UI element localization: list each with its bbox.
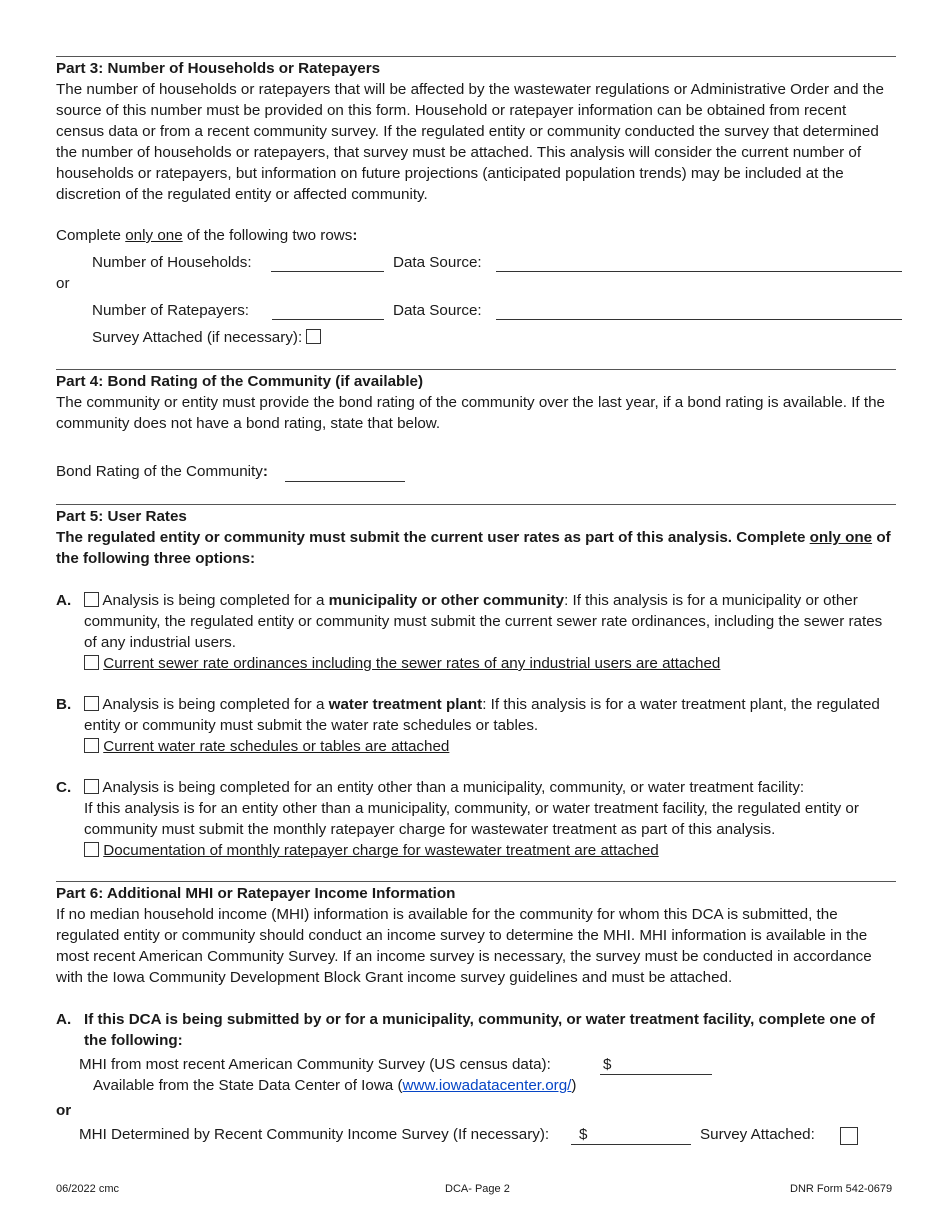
option-b-attach-label: Current water rate schedules or tables are attached [103,738,450,755]
option-a-body [84,590,896,674]
survey-attached-checkbox-2[interactable] [840,1127,858,1145]
footer-form-number: DNR Form 542-0679 [790,1183,893,1195]
instruction-emphasis: only one [125,227,183,244]
data-source-label-1: Data Source: [393,254,482,271]
option-a-attach-label: Current sewer rate ordinances including the sewer rates of any industrial users are attached [103,655,721,672]
option-text-end: : If this analysis is for a water treatment plant, the regulated entity or community must submit the water rate schedules or tables. [84,696,880,734]
mhi-acs-input[interactable] [600,1058,712,1075]
part3-heading: Part 3: Number of Households or Ratepayers [56,60,381,77]
part5-intro-text: The regulated entity or community must submit the current user rates as part of this analysis. Complete [56,529,810,546]
households-label: Number of Households: [92,254,252,271]
option-c-description: If this analysis is for an entity other than a municipality, community, or water treatment facility, the regulated entity or community must submit the monthly ratepayer charge for wastewater treatment as part of this analysis. [84,800,859,838]
section-divider [56,369,896,370]
part5-intro [56,527,896,569]
iowa-data-center-link[interactable]: www.iowadatacenter.org/ [402,1077,572,1094]
mhi-acs-label: MHI from most recent American Community Survey (US census data): [79,1056,551,1073]
option-letter: B. [56,696,72,713]
part5-intro-emphasis: only one [809,529,873,546]
ratepayers-input[interactable] [272,303,384,320]
option-letter: A. [56,1011,72,1028]
option-emphasis: municipality or other community [328,592,565,609]
option-b-attach-checkbox[interactable] [84,738,99,753]
bond-rating-label: Bond Rating of the Community [56,463,263,480]
instruction-text: Complete [56,227,126,244]
data-source-input-2[interactable] [496,303,902,320]
option-c-attach-checkbox[interactable] [84,842,99,857]
part6-section [56,883,896,988]
form-page [56,0,896,1230]
section-divider [56,881,896,882]
option-text: Analysis is being completed for an entity other than a municipality, community, or water treatment facility: [99,779,805,796]
option-letter: A. [56,592,72,609]
mhi-survey-label: MHI Determined by Recent Community Income Survey (If necessary): [79,1126,550,1143]
option-b-checkbox[interactable] [84,696,99,711]
part6-heading: Part 6: Additional MHI or Ratepayer Income Information [56,885,456,902]
option-a-attach-checkbox[interactable] [84,655,99,670]
footer-page: DCA- Page 2 [445,1183,510,1195]
footer-date: 06/2022 cmc [56,1183,119,1195]
instruction-colon: : [352,227,358,244]
part3-section [56,58,896,205]
part6-body: If no median household income (MHI) information is available for the community for whom this DCA is submitted, the regulated entity or community should conduct an income survey to determine the MHI. MHI information is available in the most recent American Community Survey. If an income survey is necessary, the survey must be conducted in accordance with the Iowa Community Development Block Grant income survey guidelines and must be attached. [56,906,872,986]
ratepayers-label: Number of Ratepayers: [92,302,250,319]
bond-rating-input[interactable] [285,465,405,482]
households-input[interactable] [271,255,384,272]
option-a-checkbox[interactable] [84,592,99,607]
mhi-survey-dollar: $ [579,1126,588,1143]
option-c-attach-label: Documentation of monthly ratepayer charge for wastewater treatment are attached [103,842,659,859]
part4-section [56,371,896,434]
bond-rating-row [56,461,268,482]
mhi-acs-dollar: $ [603,1056,612,1073]
survey-attached-label: Survey Attached (if necessary): [92,329,303,346]
section-divider [56,56,896,57]
part4-body: The community or entity must provide the bond rating of the community over the last year, if a bond rating is available. If the community does not have a bond rating, state that below. [56,394,885,432]
part5-heading: Part 5: User Rates [56,508,187,525]
option-c-checkbox[interactable] [84,779,99,794]
part3-body: The number of households or ratepayers that will be affected by the wastewater regulations or Administrative Order and the source of this number must be provided on this form. Household or ratepayer information can be obtained from recent census data or from a recent community survey. If the regulated entity or community conducted the survey that determined the number of households or ratepayers, that survey must be attached. This analysis will consider the current number of households or ratepayers, but information on future projections (anticipated population trends) may be included at the discretion of the regulated entity or affected community. [56,81,884,203]
option-c-body [84,777,896,861]
survey-attached-row [92,327,321,348]
instruction-text-end: of the following two rows [182,227,353,244]
or-label: or [56,275,70,292]
option-text-end: : If this analysis is for a municipality or other community, the regulated entity or community must submit the current sewer rate ordinances, including the sewer rates of any industrial users. [84,592,883,651]
part3-instruction [56,225,357,246]
part6-option-a-text: If this DCA is being submitted by or for a municipality, community, or water treatment facility, complete one of the following: [84,1011,875,1049]
option-emphasis: water treatment plant [328,696,483,713]
option-letter: C. [56,779,72,796]
part5-section [56,506,896,569]
section-divider [56,504,896,505]
mhi-survey-input[interactable] [571,1128,691,1145]
available-text-end: ) [571,1077,577,1094]
available-text: Available from the State Data Center of Iowa ( [93,1077,403,1094]
available-from [93,1075,576,1096]
option-b-body [84,694,896,757]
data-source-input-1[interactable] [496,255,902,272]
survey-attached-label-2: Survey Attached: [700,1126,815,1143]
part4-heading: Part 4: Bond Rating of the Community (if available) [56,373,424,390]
part5-intro-end: of the following three options: [56,529,891,567]
option-text: Analysis is being completed for a [99,592,329,609]
or-label-bold: or [56,1102,72,1119]
survey-attached-checkbox[interactable] [306,329,321,344]
option-text: Analysis is being completed for a [99,696,329,713]
bond-rating-colon: : [262,463,268,480]
data-source-label-2: Data Source: [393,302,482,319]
